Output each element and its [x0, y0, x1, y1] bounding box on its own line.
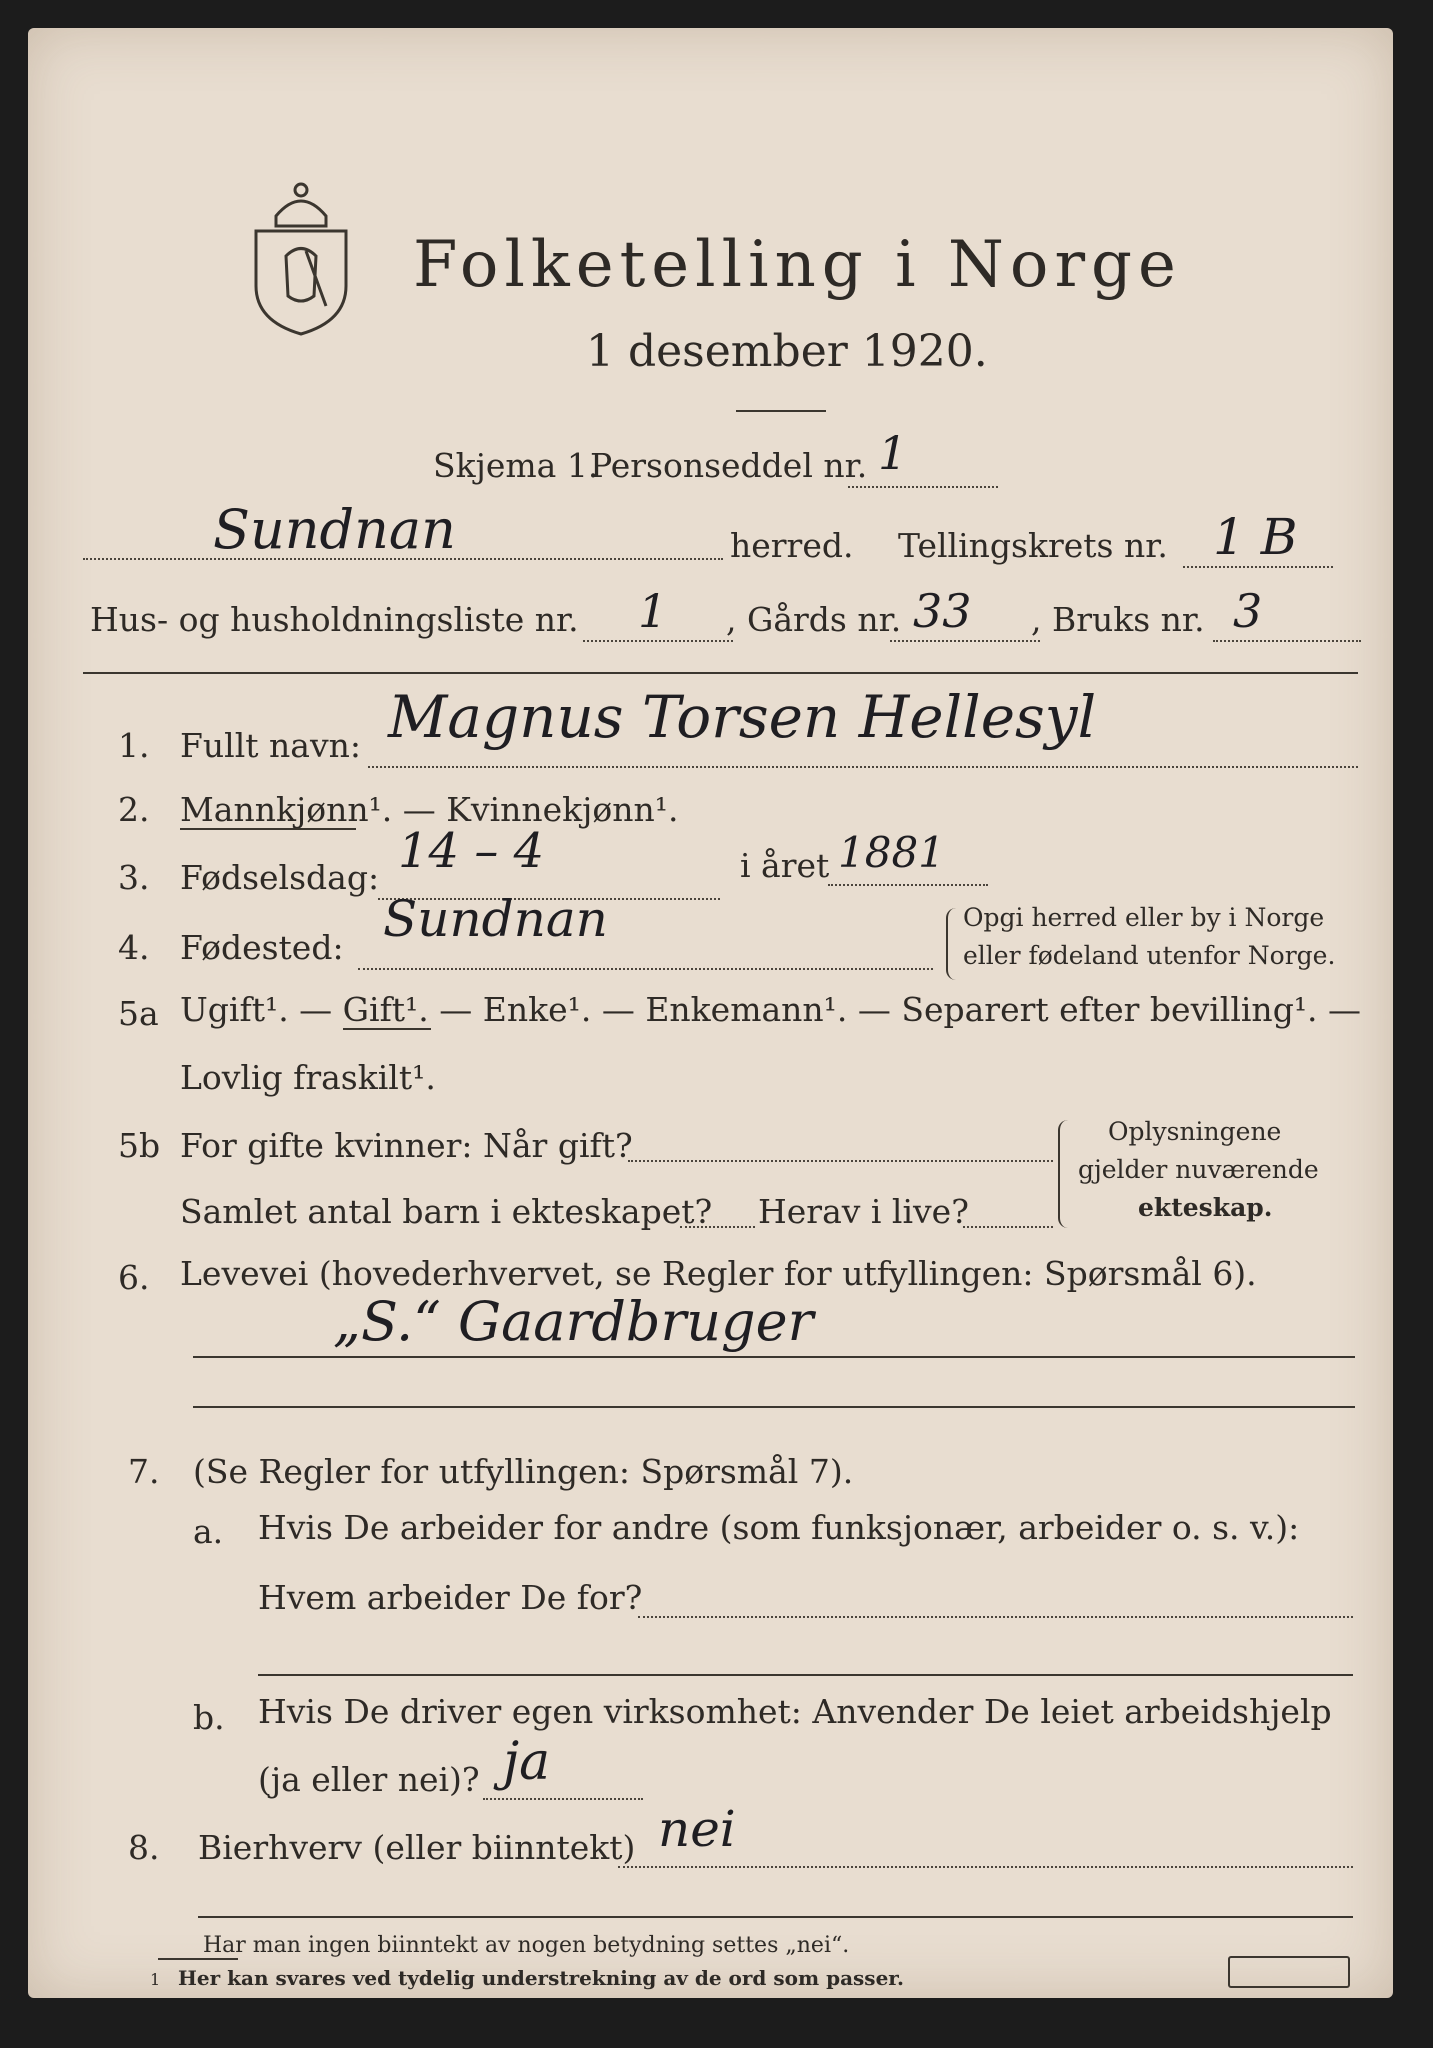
- q3-value: 14 – 4: [398, 823, 545, 879]
- q6-line-1: [193, 1356, 1355, 1358]
- q3-number: 3.: [118, 858, 150, 897]
- q7a-label: Hvis De arbeider for andre (som funksjonær, arbeider o. s. v.):: [258, 1508, 1300, 1547]
- q2-number: 2.: [118, 790, 150, 829]
- bruks-label: , Bruks nr.: [1031, 600, 1205, 639]
- tellingskrets-line: [1183, 566, 1333, 568]
- q5b-note-3: ekteskap.: [1138, 1193, 1273, 1222]
- q3-year-value: 1881: [838, 828, 945, 877]
- q8-line-2: [198, 1916, 1353, 1918]
- q6-value: „S.“ Gaardbruger: [333, 1290, 814, 1353]
- q5b-brace: [1058, 1120, 1070, 1228]
- tellingskrets-value: 1 B: [1213, 508, 1298, 566]
- q7b-label: Hvis De driver egen virksomhet: Anvender De leiet arbeidshjelp: [258, 1692, 1332, 1731]
- q5b-label-2: Samlet antal barn i ekteskapet?: [180, 1192, 713, 1231]
- q6-label: Levevei (hovederhvervet, se Regler for utfyllingen: Spørsmål 6).: [180, 1254, 1257, 1293]
- q2-label: Mannkjønn¹. — Kvinnekjønn¹.: [180, 790, 679, 829]
- q7b-number: b.: [193, 1698, 225, 1737]
- q6-line-2: [193, 1406, 1355, 1408]
- coat-of-arms-icon: [246, 176, 356, 336]
- footer-note: Har man ingen biinntekt av nogen betydning settes „nei“.: [203, 1933, 850, 1958]
- footer-divider: [158, 1958, 238, 1960]
- hus-value: 1: [638, 584, 668, 638]
- q5b-label-3: Herav i live?: [758, 1192, 969, 1231]
- q7a-number: a.: [193, 1512, 224, 1551]
- form-date: 1 desember 1920.: [586, 326, 988, 377]
- q7b-value: ja: [503, 1732, 551, 1792]
- q4-number: 4.: [118, 928, 150, 967]
- q7a-line-2: [258, 1674, 1353, 1676]
- census-form: [28, 28, 1393, 1998]
- q4-brace: [946, 908, 956, 980]
- q4-label: Fødested:: [180, 928, 344, 967]
- q4-value: Sundnan: [383, 890, 608, 948]
- personseddel-line: [848, 486, 998, 488]
- q3-year-label: i året: [740, 846, 830, 885]
- q7a-label-2: Hvem arbeider De for?: [258, 1578, 643, 1617]
- section-divider: [83, 672, 1358, 674]
- q6-number: 6.: [118, 1258, 150, 1297]
- q5a-underline: [343, 1028, 431, 1030]
- footnote-number: 1: [150, 1970, 161, 1989]
- q5b-note-2: gjelder nuværende: [1078, 1155, 1319, 1184]
- q7-number: 7.: [128, 1452, 160, 1491]
- schema-label: Skjema 1.: [433, 446, 599, 485]
- q7b-line: [483, 1798, 643, 1800]
- q5a-label-2: Lovlig fraskilt¹.: [180, 1058, 436, 1097]
- tellingskrets-label: Tellingskrets nr.: [898, 526, 1168, 565]
- gards-line: [890, 640, 1040, 642]
- q1-label: Fullt navn:: [180, 726, 361, 765]
- q5a-label: Ugift¹. — Gift¹. — Enke¹. — Enkemann¹. — Separert efter bevilling¹. —: [180, 990, 1362, 1029]
- footnote-text: Her kan svares ved tydelig understrekning av de ord som passer.: [178, 1966, 904, 1990]
- hus-label: Hus- og husholdningsliste nr.: [90, 600, 579, 639]
- personseddel-value: 1: [878, 426, 908, 480]
- personseddel-label: Personseddel nr.: [590, 446, 868, 485]
- bruks-line: [1213, 640, 1361, 642]
- q1-number: 1.: [118, 726, 150, 765]
- q5a-number: 5a: [118, 994, 159, 1033]
- q4-line: [358, 968, 933, 970]
- q5b-label: For gifte kvinner: Når gift?: [180, 1126, 633, 1165]
- q8-label: Bierhverv (eller biinntekt): [198, 1828, 636, 1867]
- q5b-note-1: Oplysningene: [1108, 1117, 1282, 1146]
- gards-value: 33: [913, 584, 972, 638]
- q5b-number: 5b: [118, 1126, 161, 1165]
- q3-label: Fødselsdag:: [180, 858, 380, 897]
- herred-value: Sundnan: [213, 498, 456, 561]
- q8-number: 8.: [128, 1828, 160, 1867]
- q4-note-1: Opgi herred eller by i Norge: [963, 903, 1325, 932]
- gards-label: , Gårds nr.: [726, 600, 902, 639]
- bruks-value: 3: [1233, 584, 1263, 638]
- q7b-label-2: (ja eller nei)?: [258, 1760, 480, 1799]
- hus-line: [583, 640, 733, 642]
- q7a-line: [638, 1616, 1353, 1618]
- herred-label: herred.: [730, 526, 854, 565]
- q2-underline: [180, 828, 356, 830]
- form-title: Folketelling i Norge: [413, 228, 1182, 302]
- q5b-line-2: [680, 1226, 755, 1228]
- q8-value: nei: [658, 1800, 736, 1858]
- q7-label: (Se Regler for utfyllingen: Spørsmål 7).: [193, 1452, 854, 1491]
- q3-year-line: [828, 884, 988, 886]
- q1-value: Magnus Torsen Hellesyl: [388, 683, 1097, 751]
- printer-stamp: [1228, 1956, 1350, 1988]
- q5b-line: [628, 1160, 1053, 1162]
- q8-line: [618, 1866, 1353, 1868]
- q5b-line-3: [963, 1226, 1053, 1228]
- q4-note-2: eller fødeland utenfor Norge.: [963, 941, 1336, 970]
- title-divider: [736, 410, 826, 412]
- q1-line: [368, 766, 1358, 768]
